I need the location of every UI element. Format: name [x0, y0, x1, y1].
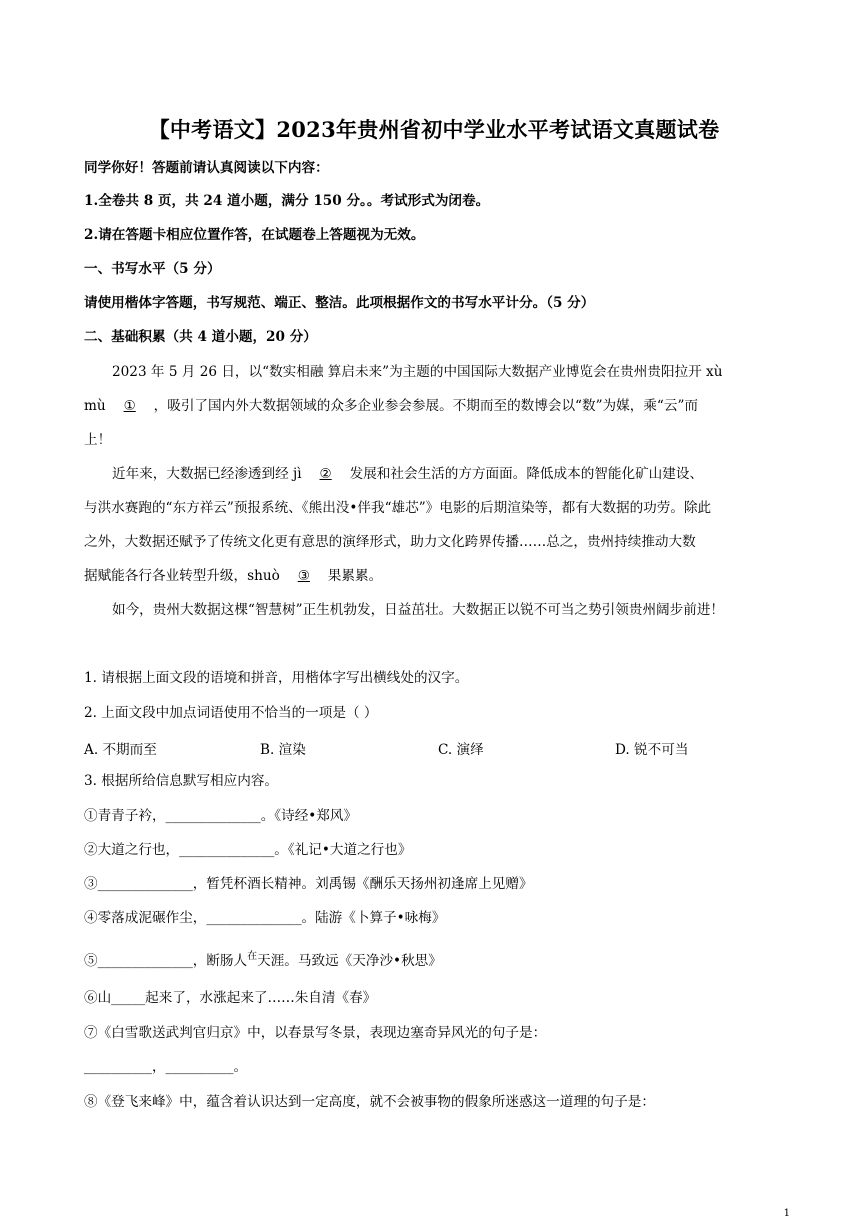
notice-2: 2.请在答题卡相应位置作答，在试题卷上答题视为无效。 [84, 227, 425, 243]
recite-text: ⑤______________，断肠人 [84, 953, 248, 969]
blank-1: ① [123, 398, 136, 414]
passage-line-5: 与洪水赛跑的“东方祥云”预报系统、《熊出没•伴我“雄芯”》电影的后期渲染等，都有大数据的功劳。除此 [84, 500, 712, 516]
recite-item-1: ①青青子衿，______________。《诗经•郑风》 [84, 808, 358, 824]
pinyin-text: mù [84, 398, 106, 414]
recite-item-7-blank: __________，__________。 [84, 1059, 248, 1075]
recite-item-4: ④零落成泥碾作尘，______________。陆游《卜算子•咏梅》 [84, 910, 446, 926]
section-1-text: 请使用楷体字答题，书写规范、端正、整洁。此项根据作文的书写水平计分。（5 分） [84, 295, 595, 311]
option-d: D. 锐不可当 [615, 742, 689, 758]
question-1: 1. 请根据上面文段的语境和拼音，用楷体字写出横线处的汉字。 [84, 670, 469, 686]
recite-item-8: ⑧《登飞来峰》中，蕴含着认识达到一定高度，就不会被事物的假象所迷惑这一道理的句子是： [84, 1094, 655, 1110]
passage-line-1: 2023 年 5 月 26 日，以“数实相融 算启未来”为主题的中国国际大数据产业博览会在贵州贵阳拉开 xù [112, 364, 723, 380]
recite-item-6: ⑥山_____起来了，水涨起来了……朱自清《春》 [84, 990, 377, 1006]
passage-text: 近年来，大数据已经渗透到经 jì [112, 466, 302, 482]
page-number: 1 [783, 1208, 790, 1219]
notice-1: 1.全卷共 8 页，共 24 道小题，满分 150 分。。考试形式为闭卷。 [84, 193, 490, 209]
page-title: 【中考语文】2023年贵州省初中学业水平考试语文真题试卷 [148, 117, 720, 142]
passage-line-8: 如今，贵州大数据这棵“智慧树”正生机勃发，日益茁壮。大数据正以锐不可当之势引领贵州阔步前进！ [112, 602, 725, 618]
option-c: C. 演绎 [438, 742, 484, 758]
recite-superscript: 在 [247, 951, 258, 962]
passage-text: 发展和社会生活的方方面面。降低成本的智能化矿山建设、 [349, 466, 704, 482]
recite-text: 天涯。马致远《天净沙•秋思》 [257, 953, 442, 969]
question-3: 3. 根据所给信息默写相应内容。 [84, 773, 279, 789]
blank-3: ③ [297, 568, 310, 584]
recite-item-5 [84, 951, 442, 973]
passage-line-7 [84, 566, 382, 586]
option-b: B. 渲染 [260, 742, 306, 758]
option-a: A. 不期而至 [84, 742, 157, 758]
passage-line-6: 之外，大数据还赋予了传统文化更有意思的演绎形式，助力文化跨界传播……总之，贵州持续推动大数 [84, 534, 696, 550]
passage-text: ，吸引了国内外大数据领域的众多企业参会参展。不期而至的数博会以“数”为媒，乘“云”而 [153, 398, 699, 414]
section-1-title: 一、书写水平（5 分） [84, 261, 221, 277]
passage-text: 果累累。 [327, 568, 383, 584]
recite-item-7: ⑦《白雪歌送武判官归京》中，以春景写冬景，表现边塞奇异风光的句子是： [84, 1025, 547, 1041]
recite-item-2: ②大道之行也，______________。《礼记•大道之行也》 [84, 842, 412, 858]
passage-line-2 [84, 396, 698, 416]
recite-item-3: ③______________，暂凭杯酒长精神。刘禹锡《酬乐天扬州初逢席上见赠》 [84, 876, 533, 892]
passage-text: 据赋能各行各业转型升级，shuò [84, 568, 280, 584]
blank-2: ② [319, 466, 332, 482]
passage-line-3: 上！ [84, 432, 112, 448]
section-2-title: 二、基础积累（共 4 道小题，20 分） [84, 329, 317, 345]
passage-line-4 [112, 464, 703, 484]
intro-text: 同学你好！答题前请认真阅读以下内容： [84, 160, 329, 176]
question-2: 2. 上面文段中加点词语使用不恰当的一项是（ ） [84, 705, 378, 721]
